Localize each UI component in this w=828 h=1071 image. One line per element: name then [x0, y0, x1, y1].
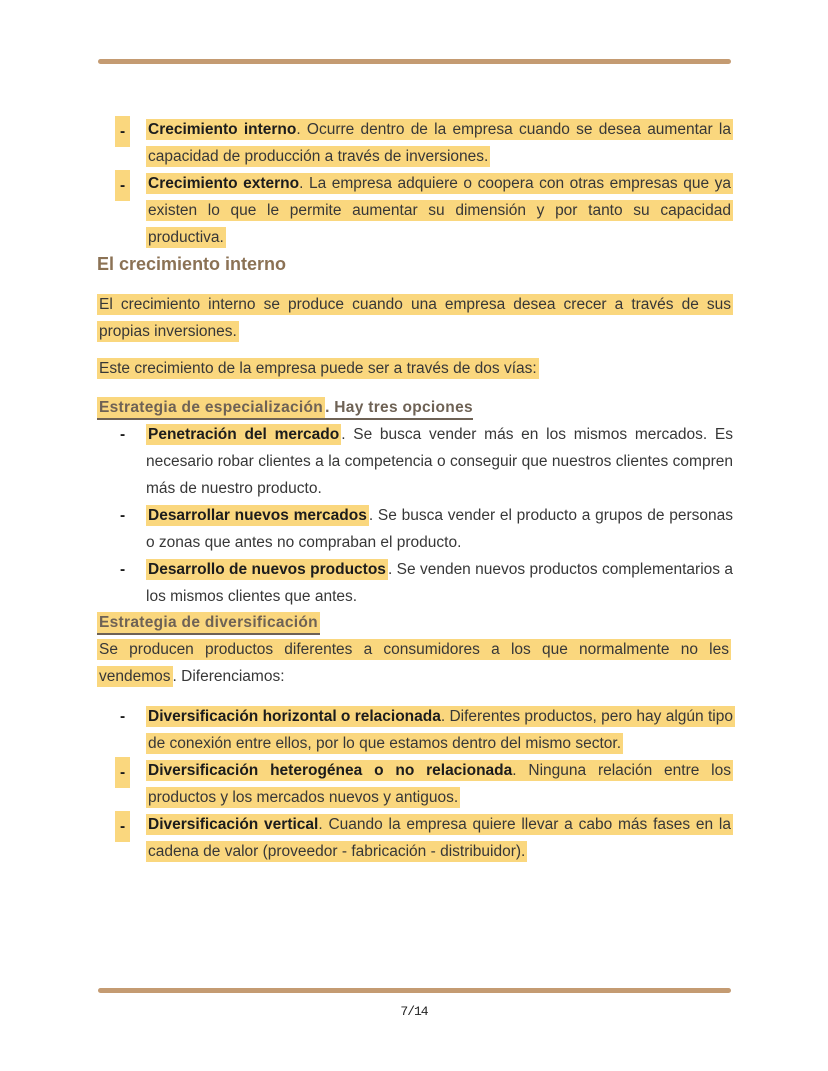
- bullet-dash: -: [115, 170, 130, 201]
- bullet-rest: . Se busca vender más en los mismos mercados. Es necesario robar clientes a la competencia o conseguir que nuestros clientes compren más de nuestro producto.: [146, 426, 734, 497]
- bullet-dash: -: [115, 757, 130, 788]
- bullet-rest: . Se busca vender el producto a grupos de personas o zonas que antes no compraban el producto.: [146, 507, 733, 551]
- growth-types-list: [97, 116, 733, 251]
- bullet-lead: Desarrollar nuevos mercados: [148, 507, 367, 524]
- bullet-lead: Diversificación vertical: [148, 816, 319, 833]
- bullet-lead: Desarrollo de nuevos productos: [148, 561, 386, 578]
- page-number: 7/14: [400, 1004, 428, 1019]
- diversification-types-list: [97, 703, 733, 865]
- specialization-options-list: [97, 421, 733, 610]
- list-item: [97, 556, 733, 610]
- subheading-specialization: Estrategia de especialización . Hay tres opciones: [97, 395, 733, 421]
- bullet-rest: . Cuando la empresa quiere llevar a cabo más fases en la cadena de valor (proveedor - fabricación - distribuidor).: [148, 816, 731, 860]
- list-item: [97, 703, 733, 757]
- bottom-horizontal-rule: [98, 988, 731, 993]
- bullet-lead: Penetración del mercado: [148, 426, 340, 443]
- bullet-lead: Crecimiento externo: [148, 175, 300, 192]
- list-item: [97, 811, 733, 865]
- bullet-rest: . Ocurre dentro de la empresa cuando se desea aumentar la capacidad de producción a través de inversiones.: [148, 121, 731, 165]
- page-content: [97, 0, 733, 865]
- paragraph-internal-growth: El crecimiento interno se produce cuando una empresa desea crecer a través de sus propias inversiones.: [99, 296, 731, 340]
- list-item: [97, 170, 733, 251]
- bullet-dash: -: [120, 426, 126, 443]
- bullet-rest: . Se venden nuevos productos complementarios a los mismos clientes que antes.: [146, 561, 734, 605]
- section-heading: El crecimiento interno: [97, 254, 287, 274]
- bullet-text: [146, 814, 733, 862]
- list-item: [97, 116, 733, 170]
- bullet-text: [146, 173, 733, 248]
- bullet-dash: -: [115, 116, 130, 147]
- bullet-lead: Diversificación heterogénea o no relacionada: [148, 762, 513, 779]
- subheading-diversification: Estrategia de diversificación: [97, 610, 733, 636]
- bullet-lead: Crecimiento interno: [148, 121, 297, 138]
- paragraph-two-ways: Este crecimiento de la empresa puede ser a través de dos vías:: [99, 360, 537, 377]
- bullet-rest: . Diferentes productos, pero hay algún tipo de conexión entre ellos, por lo que estamos dentro del mismo sector.: [148, 708, 733, 752]
- bullet-rest: . Ninguna relación entre los productos y los mercados nuevos y antiguos.: [148, 762, 731, 806]
- bullet-dash: -: [120, 507, 126, 524]
- list-item: [97, 502, 733, 556]
- list-item: [97, 421, 733, 502]
- bullet-dash: -: [115, 811, 130, 842]
- bullet-rest: . La empresa adquiere o coopera con otras empresas que ya existen lo que le permite aumentar su dimensión y por tanto su capacidad productiva.: [148, 175, 731, 246]
- bullet-text: [146, 760, 733, 808]
- bullet-dash: -: [120, 561, 126, 578]
- bullet-lead: Diversificación horizontal o relacionada: [148, 708, 441, 725]
- list-item: [97, 757, 733, 811]
- bullet-dash: -: [120, 708, 126, 725]
- bullet-text: [146, 119, 733, 167]
- bullet-text: [146, 706, 735, 754]
- paragraph-diversification: Se producen productos diferentes a consumidores a los que normalmente no les vendemos . Diferenciamos:: [99, 641, 729, 685]
